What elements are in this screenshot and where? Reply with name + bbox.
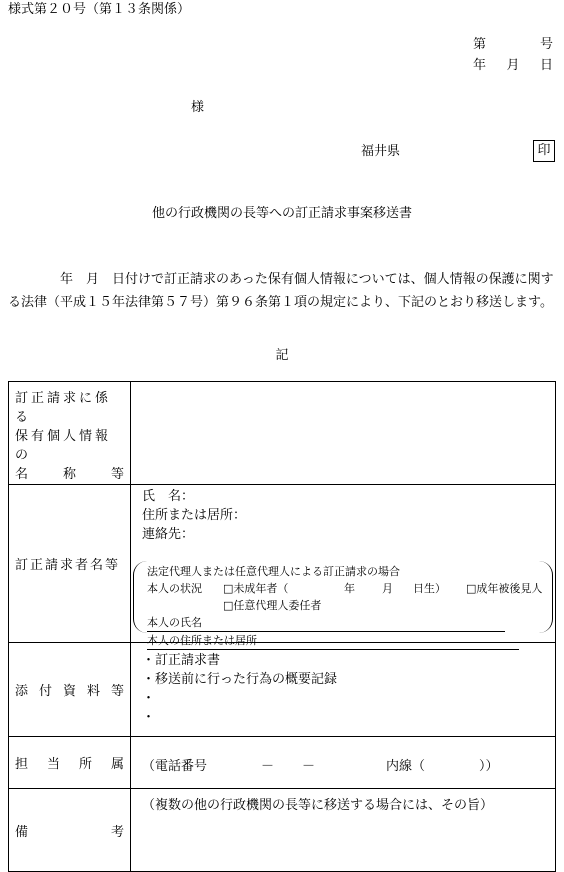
info-label-line1: 訂正請求に係る <box>15 391 112 425</box>
requester-contact: 連絡先： <box>142 527 195 542</box>
phone-label: （電話番号 <box>142 758 208 774</box>
info-name-label <box>9 382 131 485</box>
department-label: 担 当 所 属 <box>9 737 131 789</box>
date-line <box>473 59 553 72</box>
list-item: ・ <box>142 691 156 706</box>
list-item: ・訂正請求書 <box>142 653 221 668</box>
list-item: ・移送前に行った行為の概要記録 <box>142 672 338 687</box>
number-prefix: 第 <box>473 37 487 52</box>
document-title: 他の行政機関の長等への訂正請求事案移送書 <box>151 206 412 221</box>
sender-name: 福井県 <box>361 144 401 159</box>
seal-box: 印 <box>533 140 555 162</box>
agent-line: □任意代理人委任者 <box>223 599 322 612</box>
form-number: 様式第２０号（第１３条関係） <box>8 2 191 17</box>
table-row <box>9 382 556 485</box>
requester-value <box>131 485 556 647</box>
remarks-value <box>131 789 556 872</box>
info-label-line3: 名 称 等 <box>15 467 124 482</box>
remarks-note: （複数の他の行政機関の長等に移送する場合には、その旨） <box>142 798 494 813</box>
remarks-label: 備 考 <box>9 789 131 872</box>
requester-name: 氏 名： <box>142 489 195 504</box>
proxy-heading: 法定代理人または任意代理人による訂正請求の場合 <box>147 565 400 578</box>
requester-address: 住所または居所： <box>142 508 247 523</box>
number-suffix: 号 <box>539 37 553 52</box>
requester-label: 訂正請求者名等 <box>9 485 131 643</box>
ki-heading: 記 <box>275 348 289 363</box>
extension-label: 内線（ <box>386 758 426 774</box>
transfer-table <box>8 381 556 872</box>
date-year: 年 <box>473 58 487 73</box>
info-name-value <box>131 382 556 485</box>
status-line: 本人の状況 □未成年者（ 年 月 日生） <box>147 582 446 595</box>
table-row <box>9 737 556 789</box>
ward-checkbox: □成年被後見人 <box>466 582 543 595</box>
table-row <box>9 643 556 737</box>
info-label-line2: 保有個人情報の <box>15 429 112 463</box>
date-month: 月 <box>506 58 520 73</box>
person-address-line: 本人の住所または居所 <box>147 632 519 650</box>
person-name-line: 本人の氏名 <box>147 614 505 632</box>
document-number-line <box>473 38 553 51</box>
table-row <box>9 789 556 872</box>
table-row <box>9 485 556 643</box>
body-paragraph: 年 月 日付けで訂正請求のあった保有個人情報については、個人情報の保護に関する法律（平成１５年法律第５７号）第９６条第１項の規定により、下記のとおり移送します。 <box>8 272 554 310</box>
date-day: 日 <box>539 58 553 73</box>
attachments-label: 添 付 資 料 等 <box>9 643 131 737</box>
recipient-honorific: 様 <box>191 100 205 115</box>
attachments-value <box>131 643 556 737</box>
department-value: （電話番号 － － 内線（ ）） <box>131 737 556 789</box>
list-item: ・ <box>142 710 156 725</box>
